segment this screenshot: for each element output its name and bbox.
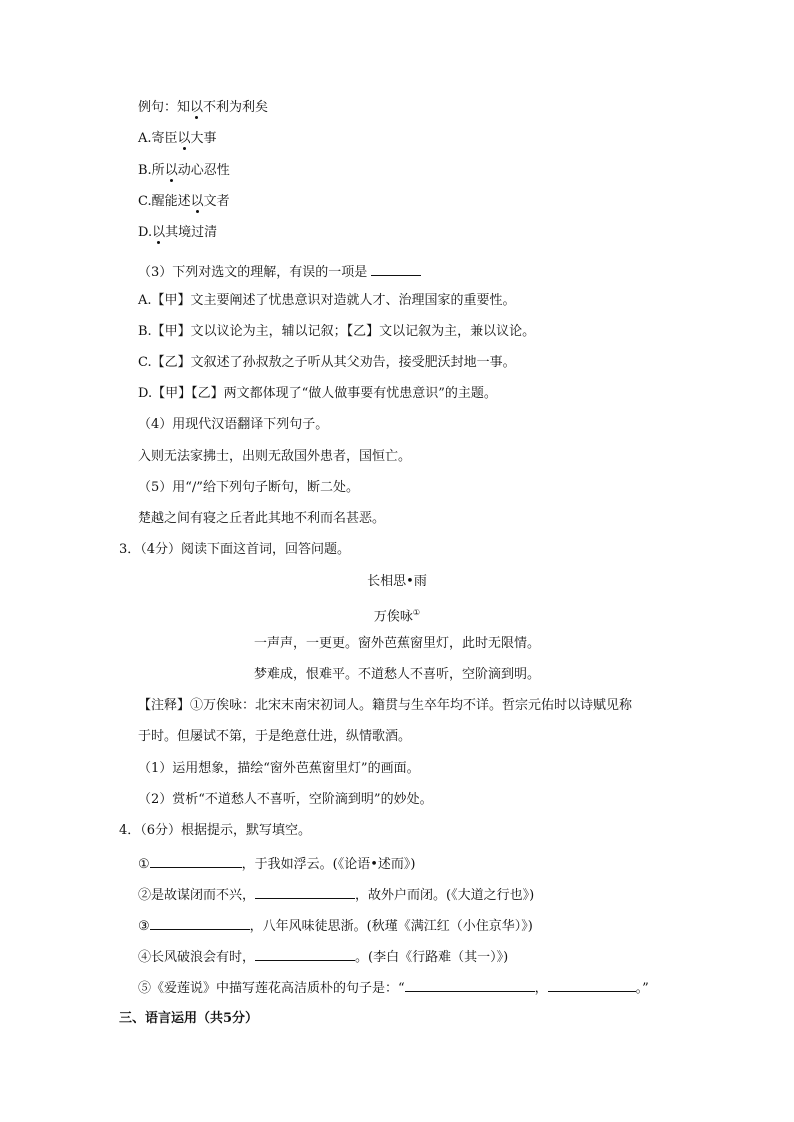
poem-note-1: 【注释】①万俟咏：北宋末南宋初词人。籍贯与生卒年均不详。哲宗元佑时以诗赋见称 (138, 698, 633, 713)
option-d-2: D.【甲】【乙】两文都体现了“做人做事要有忧患意识”的主题。 (138, 386, 497, 401)
section-language-use-heading: 三、语言运用（共5分） (119, 1011, 259, 1026)
poem-line-2: 梦难成，恨难平。不道愁人不喜听，空阶滴到明。 (253, 667, 540, 682)
question-3: （3）下列对选文的理解，有误的一项是 (138, 261, 421, 282)
example-sentence: 例句：知以不利为利矣 (138, 100, 269, 115)
emphasis-dot-char: 以 (190, 194, 204, 209)
footnote-marker: ① (412, 608, 421, 617)
poem-title: 长相思•雨 (367, 574, 427, 589)
emphasis-dot-char: 以 (177, 131, 191, 146)
translation-sentence: 入则无法家拂士，出则无敌国外患者，国恒亡。 (138, 449, 412, 464)
poem-note-2: 于时。但屡试不第，于是绝意仕进，纵情歌酒。 (138, 729, 412, 744)
poem-question-2: （2）赏析“不道愁人不喜听，空阶滴到明”的妙处。 (138, 792, 433, 807)
emphasis-dot-char: 以 (152, 225, 166, 240)
poem-question-1: （1）运用想象，描绘“窗外芭蕉窗里灯”的画面。 (138, 761, 420, 776)
fill-blank[interactable] (405, 977, 535, 992)
poem-line-1: 一声声，一更更。窗外芭蕉窗里灯，此时无限情。 (253, 636, 540, 651)
fill-blank[interactable] (150, 853, 242, 868)
emphasis-dot-char: 以 (190, 100, 204, 115)
fill-blank[interactable] (255, 884, 355, 899)
option-a-1: A.寄臣以大事 (138, 131, 217, 146)
fill-item-4: ④长风破浪会有时， 。(李白《行路难（其一）》) (138, 946, 508, 967)
option-d-1: D.以其境过清 (138, 225, 218, 240)
option-b-2: B.【甲】文以议论为主，辅以记叙；【乙】文以记叙为主，兼以议论。 (138, 324, 536, 339)
option-a-2: A.【甲】文主要阐述了忧患意识对造就人才、治理国家的重要性。 (138, 293, 516, 308)
option-b-1: B.所以动心忍性 (138, 163, 230, 178)
section-3-heading: 3．（4分）阅读下面这首词，回答问题。 (119, 542, 351, 557)
fill-blank[interactable] (548, 977, 636, 992)
poem-author: 万俟咏① (373, 608, 421, 625)
fill-blank[interactable] (150, 915, 250, 930)
fill-blank[interactable] (255, 946, 355, 961)
section-4-heading: 4．（6分）根据提示，默写填空。 (119, 823, 312, 838)
answer-blank[interactable] (371, 261, 421, 276)
punctuation-sentence: 楚越之间有寝之丘者此其地不利而名甚恶。 (138, 511, 386, 526)
question-4: （4）用现代汉语翻译下列句子。 (138, 417, 329, 432)
fill-item-5: ⑤《爱莲说》中描写莲花高洁质朴的句子是：“ ， 。” (138, 977, 649, 998)
question-5: （5）用“/”给下列句子断句，断二处。 (138, 480, 359, 495)
fill-item-3: ③ ，八年风味徒思浙。(秋瑾《满江红（小住京华）》) (138, 915, 533, 936)
fill-item-1: ① ，于我如浮云。(《论语•述而》) (138, 853, 415, 874)
option-c-2: C.【乙】文叙述了孙叔敖之子听从其父劝告，接受肥沃封地一事。 (138, 355, 516, 370)
emphasis-dot-char: 以 (164, 163, 178, 178)
fill-item-2: ②是故谋闭而不兴， ，故外户而闭。(《大道之行也》) (138, 884, 534, 905)
option-c-1: C.醒能述以文者 (138, 194, 230, 209)
